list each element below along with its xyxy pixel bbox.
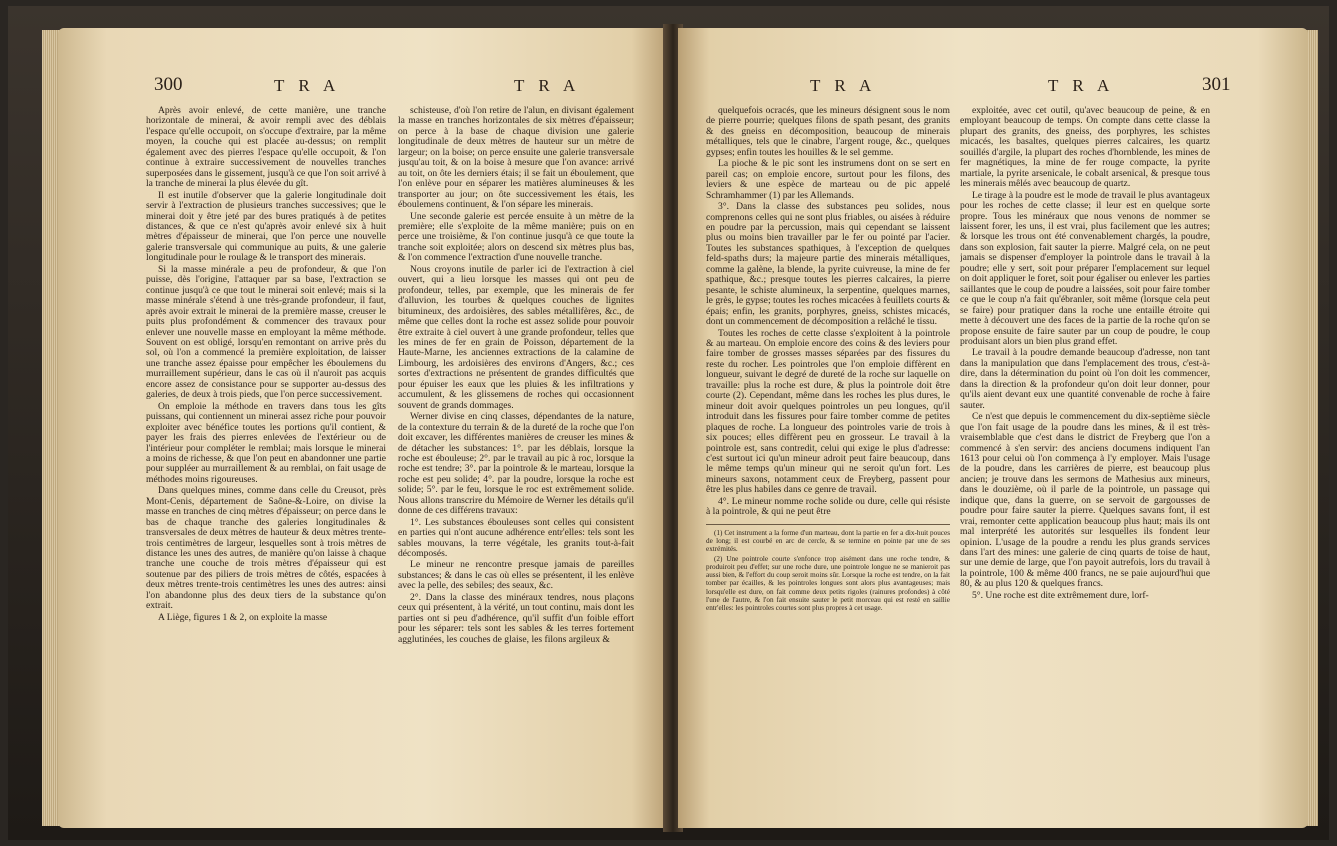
footnote: (1) Cet instrument a la forme d'un marteau, dont la partie en fer a dix-huit pouces de long; il est courbé en arc de cercle, & se termine en pointe par une de ses extrémités. [706,528,950,554]
right-column-1 [706,106,950,786]
left-running-head-1: T R A [274,76,341,95]
paragraph: Le travail à la poudre demande beaucoup d'adresse, non tant dans la manipulation que dans l'emplacement des trous, c'est-à-dire, dans la détermination du point où l'on doit les commencer, dans la direction & la profondeur qu'on doit leur donner, pour qu'ils aient devant eux une quantité convenable de roche à faire sauter. [960,347,1210,411]
paragraph: Nous croyons inutile de parler ici de l'extraction à ciel ouvert, qui a lieu lorsque les masses qui ont peu de profondeur, telles, par exemple, que les minerais de fer d'alluvion, les tourbes & quelques couches de lignites bitumineux, des ardoisières, des sables métallifères, &c., de même que celles dont la roche est assez solide pour pouvoir être extraite à ciel ouvert à une grande profondeur, telles que les mines de fer en grain de Poisson, département de la Haute-Marne, les anciennes extractions de la calamine de Limbourg, les ardoisières des environs d'Angers, &c.; ces sortes d'extractions ne présentent de grandes difficultés que pour épuiser les eaux que les pluies & les infiltrations y accumulent, & les glissemens de roches qui occasionnent souvent de grands dommages. [398,263,634,411]
paragraph: Une seconde galerie est percée ensuite à un mètre de la première; elle s'exploite de la même manière; puis on en perce une troisième, & l'on continue jusqu'à ce que toute la tranche soit exploitée; alors on descend six mètres plus bas, & l'on commence l'extraction d'une nouvelle tranche. [398,210,634,264]
paragraph: Le mineur ne rencontre presque jamais de pareilles substances; & dans le cas où elles se présentent, il les enlève avec la pelle, des sebiles; des seaux, &c. [398,559,634,592]
left-running-head-2: T R A [514,76,581,95]
paragraph: exploitée, avec cet outil, qu'avec beaucoup de peine, & en employant beaucoup de temps. On compte dans cette classe la plupart des granits, des gneiss, des porphyres, les schistes micacés, les basaltes, quelques pierres calcaires, les quartz souillés d'argile, la plupart des roches d'hornblende, les mines de fer magnétiques, la mine de fer rouge compacte, la pyrite martiale, la pyrite arsenicale, le cobalt arsenical, & presque tous les minerais mêlés avec beaucoup de quartz. [960,106,1210,190]
paragraph: On emploie la méthode en travers dans tous les gîts puissans, qui contiennent un minerai assez riche pour pouvoir exploiter avec bénéfice toutes les portions qu'il contient, & payer les frais des pierres enlevées de l'extérieur ou de l'intérieur pour compléter le remblai; mais lorsque le minerai a moins de richesse, & que l'on peut en abandonner une partie pour suppléer au murraillement & au remblai, on fait usage de méthodes moins rigoureuses. [146,400,386,485]
paragraph: Si la masse minérale a peu de profondeur, & que l'on puisse, dès l'origine, l'attaquer par sa base, l'extraction se continue jusqu'à ce que tout le minerai soit enlevé; mais si la masse minérale s'étend à une très-grande profondeur, il faut, après avoir extrait le minerai de la première masse, creuser le puits plus profondément & commencer des travaux pour enlever une nouvelle masse en employant la même méthode. Souvent on est obligé, lorsqu'en remontant on arrive près du sol, où l'on a commencé la première exploitation, de laisser une tranche assez épaisse pour empêcher les éboulemens du murraillement supérieur, dans le cas où il n'auroit pas acquis encore assez de consistance pour se supporter au-dessus des galeries, de deux à trois pieds, que l'on perce successivement. [146,263,386,401]
paragraph: 1°. Les substances ébouleuses sont celles qui consistent en parties qui n'ont aucune adhérence entr'elles: tels sont les sables mouvans, la terre végétale, les granits tout-à-fait décomposés. [398,516,634,560]
right-running-head-1: T R A [810,76,877,95]
right-column-1-text [706,106,950,518]
paragraph: Toutes les roches de cette classe s'exploitent à la pointrole & au marteau. On emploie encore des coins & des leviers pour faire tomber de grosses masses séparées par des fissures du reste du rocher. Les pointroles que l'on emploie diffèrent en longueur, suivant le degré de dureté de la roche sur laquelle on travaille: plus la roche est dure, & plus la pointrole doit être courte (2). Cependant, même dans les roches les plus dures, le mineur doit avoir quelques pointroles un peu longues, qu'il introduit dans les fissures pour faire tomber comme de petites plaques de roche. La longueur des pointroles varie de trois à six pouces; elles diffèrent peu en grosseur. Le travail à la pointrole est, sans contredit, celui qui exige le plus d'adresse: c'est surtout ici qu'un mineur adroit peut faire beaucoup, dans le même temps qu'un mineur qui ne seroit qu'un fort. Les mineurs saxons, notamment ceux de Freyberg, passent pour être les plus habiles dans ce genre de travail. [706,327,950,496]
left-column-1 [146,106,386,786]
paragraph: Il est inutile d'observer que la galerie longitudinale doit servir à l'extraction de plusieurs tranches successives; que le minerai doit y être jeté par des bures pratiqués à de petites distances, & que ce n'est qu'après avoir enlevé six à huit mètres d'épaisseur de minerai, que l'on perce une nouvelle galerie transversale qui communique au puits, & une galerie longitudinale pour le roulage & le transport des minerais. [146,189,386,264]
right-running-head-2: T R A [1048,76,1115,95]
paragraph: A Liège, figures 1 & 2, on exploite la masse [158,611,328,623]
open-book [8,6,1329,840]
paragraph: Werner divise en cinq classes, dépendantes de la nature, de la contexture du terrain & de la dureté de la roche que l'on doit excaver, les différentes manières de creuser les mines & de détacher les substances: 1°. par les déblais, lorsque la roche est ébouleuse; 2°. par le travail au pic à roc, lorsque la roche est tendre; 3°. par la pointrole & le marteau, lorsque la roche est peu solide; 4°. par la poudre, lorsque la roche est solide; 5°. par le feu, lorsque le roc est extrêmement solide. Nous allons transcrire du Mémoire de Werner les détails qu'il donne de ces différens travaux: [398,411,634,517]
paragraph: La pioche & le pic sont les instrumens dont on se sert en pareil cas; on emploie encore, surtout pour les filons, des leviers & une espèce de marteau ou de pic appelé Schramhammer (1) par les Allemands. [706,158,950,201]
paragraph: 5°. Une roche est dite extrêmement dure, lorf- [972,589,1149,601]
right-column-2 [960,106,1210,786]
paragraph: quelquefois ocracés, que les mineurs désignent sous le nom de pierre pourrie; quelques filons de spath pesant, des granits & des gneiss en décomposition, beaucoup de minerais métalliques, tels que le cinabre, l'argent rouge, &c., quelques gypses; enfin toutes les houilles & le sel gemme. [706,106,950,158]
paragraph: Ce n'est que depuis le commencement du dix-septième siècle que l'on fait usage de la poudre dans les mines, & il est très-vraisemblable que c'est dans le district de Freyberg que l'on a commencé à s'en servir: des anciens documens indiquent l'an 1613 pour celui où l'on commença à l'y employer. Mais l'usage de la poudre, dans les carrières de pierre, est beaucoup plus ancien; je trouve dans les sermons de Mathesius aux mineurs, dans le douzième, où il parle de la pointrole, un passage qui indique que, dans la guerre, on se servoit de gargousses de poudre pour faire sauter la pierre. Quelques savans font, il est vrai, remonter cette application beaucoup plus haut; mais ils ont mal interprété les autorités sur lesquelles ils fondent leur opinion. L'usage de la poudre a rendu les plus grands services dans l'art des mines: une galerie de cinq quarts de toise de haut, sur une demie de large, que l'on payoit autrefois, lors du travail à la pointrole, 100 & même 400 francs, ne se paie aujourd'hui que 80, & au plus 120 & quelques francs. [960,411,1210,590]
right-page [678,28,1308,828]
paragraph: Après avoir enlevé, de cette manière, une tranche horizontale de minerai, & avoir rempli avec des déblais l'espace qu'elle occupoit, on s'occupe d'extraire, par la même moyen, la couche qui est placée au-dessus; on remplit également avec des pierres l'espace qu'elle occupoit, & l'on continue à extraire successivement de nouvelles tranches superposées dans le gissement, jusqu'à ce que l'on soit arrivé à la tranche de minerai la plus élevée du gît. [146,106,386,190]
paragraph: Le tirage à la poudre est le mode de travail le plus avantageux pour les roches de cette classe; il leur est en quelque sorte propre. Tous les minéraux que nous venons de nommer se laissent forer, les uns, il est vrai, plus facilement que les autres; & lorsque les trous ont été convenablement chargés, la poudre, dans son explosion, fait sauter la pierre. Malgré cela, on ne peut jamais se dispenser d'employer la pointrole dans le travail à la poudre; elle y sert, soit pour préparer l'emplacement sur lequel on doit appliquer le foret, soit pour égaliser ou enlever les parties saillantes que le coup de poudre a laissées, soit pour faire tomber ce que le coup n'a fait qu'ébranler, soit même (lorsque cela peut se faire) pour pratiquer dans la roche une entaille étroite qui mette à découvert une des faces de la partie de la roche qu'on se propose ensuite de faire sauter par un coup de poudre, le coup produisant alors un bien plus grand effet. [960,189,1210,347]
footnotes [706,524,950,613]
left-page [58,28,668,828]
left-page-number: 300 [154,74,183,95]
paragraph: schisteuse, d'où l'on retire de l'alun, en divisant également la masse en tranches horizontales de six mètres d'épaisseur; on perce à la base de chaque division une galerie longitudinale de deux mètres de hauteur sur un mètre de largeur; on la boise; on perce ensuite une galerie transversale jusqu'au toit, & on la boise à mesure que l'on avance: arrivé au toit, on ôte les derniers étais; il se fait un éboulement, que l'on enlève pour en séparer les matières alumineuses & les transporter au jour; on ôte successivement les étais, les éboulemens continuent, & l'on sépare les minerais. [398,106,634,211]
paragraph: 4°. Le mineur nomme roche solide ou dure, celle qui résiste à la pointrole, & qui ne peut être [706,495,950,518]
footnote: (2) Une pointrole courte s'enfonce trop aisément dans une roche tendre, & produiroit peu d'effet; sur une roche dure, une pointrole longue ne se manieroit pas aussi bien, & l'effort du coup seroit moins sûr. Lorsque la roche est tendre, on la fait tomber par écailles, & les pointroles longues sont alors plus avantageuses; mais lorsqu'elle est dure, on fait comme deux petits rigoles (rainures profondes) à côté l'une de l'autre, & l'on fait ensuite sauter le petit morceau qui est resté en saillie entr'elles: les pointroles courtes sont plus propres à cet usage. [706,554,950,613]
right-page-number: 301 [1202,74,1231,95]
left-column-2 [398,106,634,786]
paragraph: 3°. Dans la classe des substances peu solides, nous comprenons celles qui ne sont plus friables, ou aisées à réduire en poudre par la percussion, mais qui cependant se laissent plus ou moins bien travailler par le fer ou pointé par l'acier. Toutes les substances spathiques, à l'exception de quelques feld-spaths durs; la majeure partie des minerais métalliques, comme la galène, la blende, la pyrite cuivreuse, la mine de fer spathique, &c.; presque toutes les pierres calcaires, la pierre pesante, le schiste alumineux, la serpentine, quelques marnes, le grès, le gypse; toutes les roches micacées à feuillets courts & épais; enfin, les granits, porphyres, gneiss, schistes micacés, dont un commencement de décomposition a relâché le tissu. [706,201,950,328]
paragraph: 2°. Dans la classe des minéraux tendres, nous plaçons ceux qui présentent, à la vérité, un tout continu, mais dont les parties ont si peu d'adhérence, qu'il suffit d'un foible effort pour les séparer: tels sont les sables & les terres fortement agglutinées, les couches de glaise, les filons argileux & [398,591,634,645]
paragraph: Dans quelques mines, comme dans celle du Creusot, près Mont-Cenis, département de Saône-&-Loire, on divise la masse en tranches de cinq mètres d'épaisseur; on perce dans le bas de chaque tranche des galeries longitudinales & transversales de deux mètres de hauteur & deux mètres trente-trois centimètres de largeur, lesquelles sont à trois mètres de distance les unes des autres, de manière qu'on laisse à chaque tranche une couche de trois mètres d'épaisseur qui est soutenue par des piliers de trois mètres de côtés, espacées à deux mètres trente-trois centimètres les unes des autres: ainsi l'on abandonne plus des deux tiers de la substance qu'on extrait. [146,485,386,612]
